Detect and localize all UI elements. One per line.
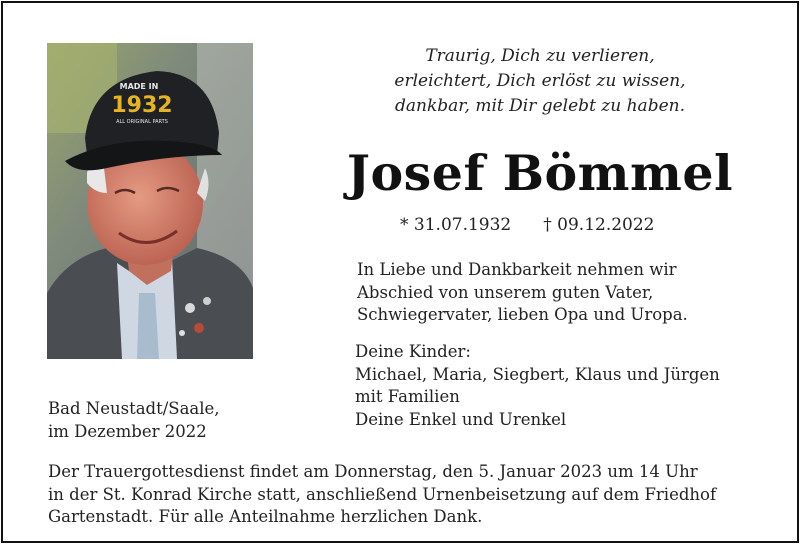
date-line: im Dezember 2022 xyxy=(48,421,207,441)
farewell-line: Schwiegervater, lieben Opa und Uropa. xyxy=(357,305,688,324)
deceased-name: Josef Bömmel xyxy=(346,144,734,202)
service-line: Gartenstadt. Für alle Anteilnahme herzlichen Dank. xyxy=(48,507,483,526)
family-line: Deine Enkel und Urenkel xyxy=(355,409,567,429)
service-line: Der Trauergottesdienst findet am Donnerstag, den 5. Januar 2023 um 14 Uhr xyxy=(48,462,698,481)
cap-text-original: ALL ORIGINAL PARTS xyxy=(116,119,168,125)
poem xyxy=(330,44,750,119)
death-date: † 09.12.2022 xyxy=(543,215,655,235)
service-announcement xyxy=(48,461,716,529)
cap-text-made-in: MADE IN xyxy=(119,82,159,91)
farewell-text xyxy=(357,259,688,327)
farewell-line: Abschied von unserem guten Vater, xyxy=(357,282,654,302)
family-line: mit Familien xyxy=(355,387,460,406)
family-list xyxy=(355,341,720,431)
place-line: Bad Neustadt/Saale, xyxy=(48,399,220,418)
place-and-date xyxy=(48,398,220,443)
family-line: Michael, Maria, Siegbert, Klaus und Jürgen xyxy=(355,364,720,384)
portrait-photo xyxy=(47,43,253,359)
service-line: in der St. Konrad Kirche statt, anschließend Urnenbeisetzung auf dem Friedhof xyxy=(48,484,717,504)
farewell-line: In Liebe und Dankbarkeit nehmen wir xyxy=(357,260,677,279)
poem-line: erleichtert, Dich erlöst zu wissen, xyxy=(394,71,686,91)
life-dates xyxy=(400,213,655,237)
cap-text-year: 1932 xyxy=(111,93,173,118)
birth-date: * 31.07.1932 xyxy=(400,215,512,235)
family-line: Deine Kinder: xyxy=(355,342,471,361)
poem-line: dankbar, mit Dir gelebt zu haben. xyxy=(395,96,685,116)
poem-line: Traurig, Dich zu verlieren, xyxy=(425,46,655,66)
portrait-image xyxy=(47,43,253,359)
